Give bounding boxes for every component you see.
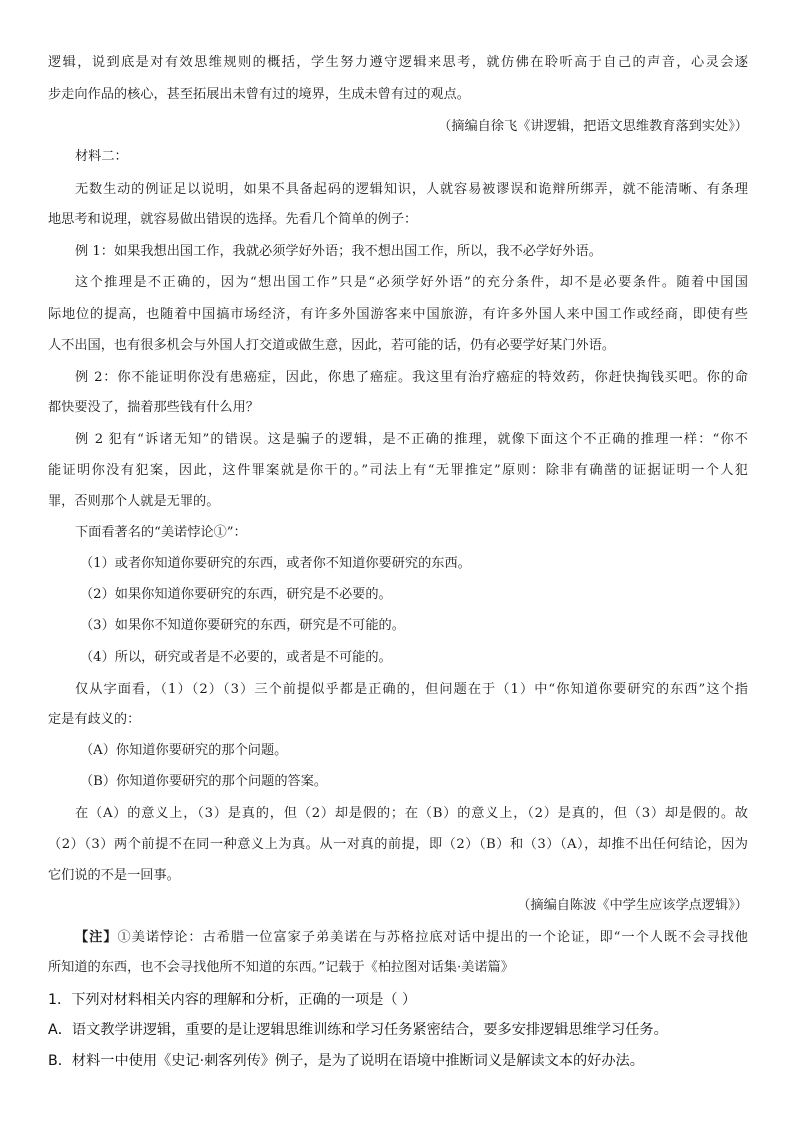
passage-line: 无数生动的例证足以说明，如果不具备起码的逻辑知识，人就容易被谬误和诡辩所绑弄，就不能清晰、有条理 xyxy=(75,182,748,197)
option-b: B．材料一中使用《史记·刺客列传》例子，是为了说明在语境中推断词义是解读文本的好办法。 xyxy=(48,1053,644,1069)
passage-line: 例 2 犯有“诉诸无知”的错误。这是骗子的逻辑，是不正确的推理，就像下面这个不正确的推理一样：“你不 xyxy=(75,432,748,447)
list-item: （1）或者你知道你要研究的东西，或者你不知道你要研究的东西。 xyxy=(80,556,471,571)
footnote-text: ①美诺悖论：古希腊一位富家子弟美诺在与苏格拉底对话中提出的一个论证，即“一个人既不会寻找他 xyxy=(117,930,748,945)
list-item: （4）所以，研究或者是不必要的，或者是不可能的。 xyxy=(80,650,392,665)
passage-line: 仅从字面看，（1）（2）（3）三个前提似乎都是正确的，但问题在于（1）中“你知道你要研究的东西”这个指 xyxy=(75,682,748,697)
list-item: （A）你知道你要研究的那个问题。 xyxy=(80,743,288,758)
passage-line: 能证明你没有犯案，因此，这件罪案就是你干的。”司法上有“无罪推定”原则：除非有确凿的证据证明一个人犯 xyxy=(48,463,748,478)
example-line: 例 2：你不能证明你没有患癌症，因此，你患了癌症。我这里有治疗癌症的特效药，你赶快掏钱买吧。你的命 xyxy=(75,370,748,385)
passage-line: 逻辑，说到底是对有效思维规则的概括，学生努力遵守逻辑来思考，就仿佛在聆听高于自己的声音，心灵会逐 xyxy=(48,55,748,70)
source-citation: （摘编自徐飞《讲逻辑，把语文思维教育落到实处》） xyxy=(438,119,748,134)
passage-line: 这个推理是不正确的，因为“想出国工作”只是“必须学好外语”的充分条件，却不是必要条件。随着中国国 xyxy=(75,275,748,290)
passage-line: 罪，否则那个人就是无罪的。 xyxy=(48,494,220,509)
passage-line: 人不出国，也有很多机会与外国人打交道或做生意，因此，若可能的话，仍有必要学好某门外语。 xyxy=(48,338,616,353)
list-item: （B）你知道你要研究的那个问题的答案。 xyxy=(80,774,328,789)
section-heading: 材料二： xyxy=(75,149,128,164)
question-stem: 1．下列对材料相关内容的理解和分析，正确的一项是（ ） xyxy=(48,992,417,1008)
list-item: （2）如果你知道你要研究的东西，研究是不必要的。 xyxy=(80,587,392,602)
passage-line: （2）（3）两个前提不在同一种意义上为真。从一对真的前提，即（2）（B）和（3）（A），却推不出任何结论，因为 xyxy=(48,837,748,852)
footnote-label: 【注】 xyxy=(75,930,118,945)
passage-line: 在（A）的意义上，（3）是真的，但（2）却是假的；在（B）的意义上，（2）是真的，但（3）却是假的。故 xyxy=(75,806,748,821)
passage-line: 下面看著名的“美诺悖论①”： xyxy=(75,525,247,540)
passage-line: 地思考和说理，就容易做出错误的选择。先看几个简单的例子： xyxy=(48,212,418,227)
passage-line: 它们说的不是一回事。 xyxy=(48,868,180,883)
list-item: （3）如果你不知道你要研究的东西，研究是不可能的。 xyxy=(80,618,405,633)
example-line: 例 1：如果我想出国工作，我就必须学好外语；我不想出国工作，所以，我不必学好外语。 xyxy=(75,244,602,259)
footnote-line xyxy=(75,928,748,948)
passage-line: 定是有歧义的： xyxy=(48,712,141,727)
option-a: A．语文教学讲逻辑，重要的是让逻辑思维训练和学习任务紧密结合，要多安排逻辑思维学习任务。 xyxy=(48,1022,668,1038)
example-line: 都快要没了，揣着那些钱有什么用？ xyxy=(48,400,259,415)
passage-line: 步走向作品的核心，甚至拓展出未曾有过的境界，生成未曾有过的观点。 xyxy=(48,87,470,102)
source-citation: （摘编自陈波《中学生应该学点逻辑》） xyxy=(517,898,748,913)
passage-line: 际地位的提高，也随着中国搞市场经济，有许多外国游客来中国旅游，有许多外国人来中国工作或经商，即使有些 xyxy=(48,307,748,322)
footnote-line: 所知道的东西，也不会寻找他所不知道的东西。”记载于《柏拉图对话集·美诺篇》 xyxy=(48,960,514,975)
